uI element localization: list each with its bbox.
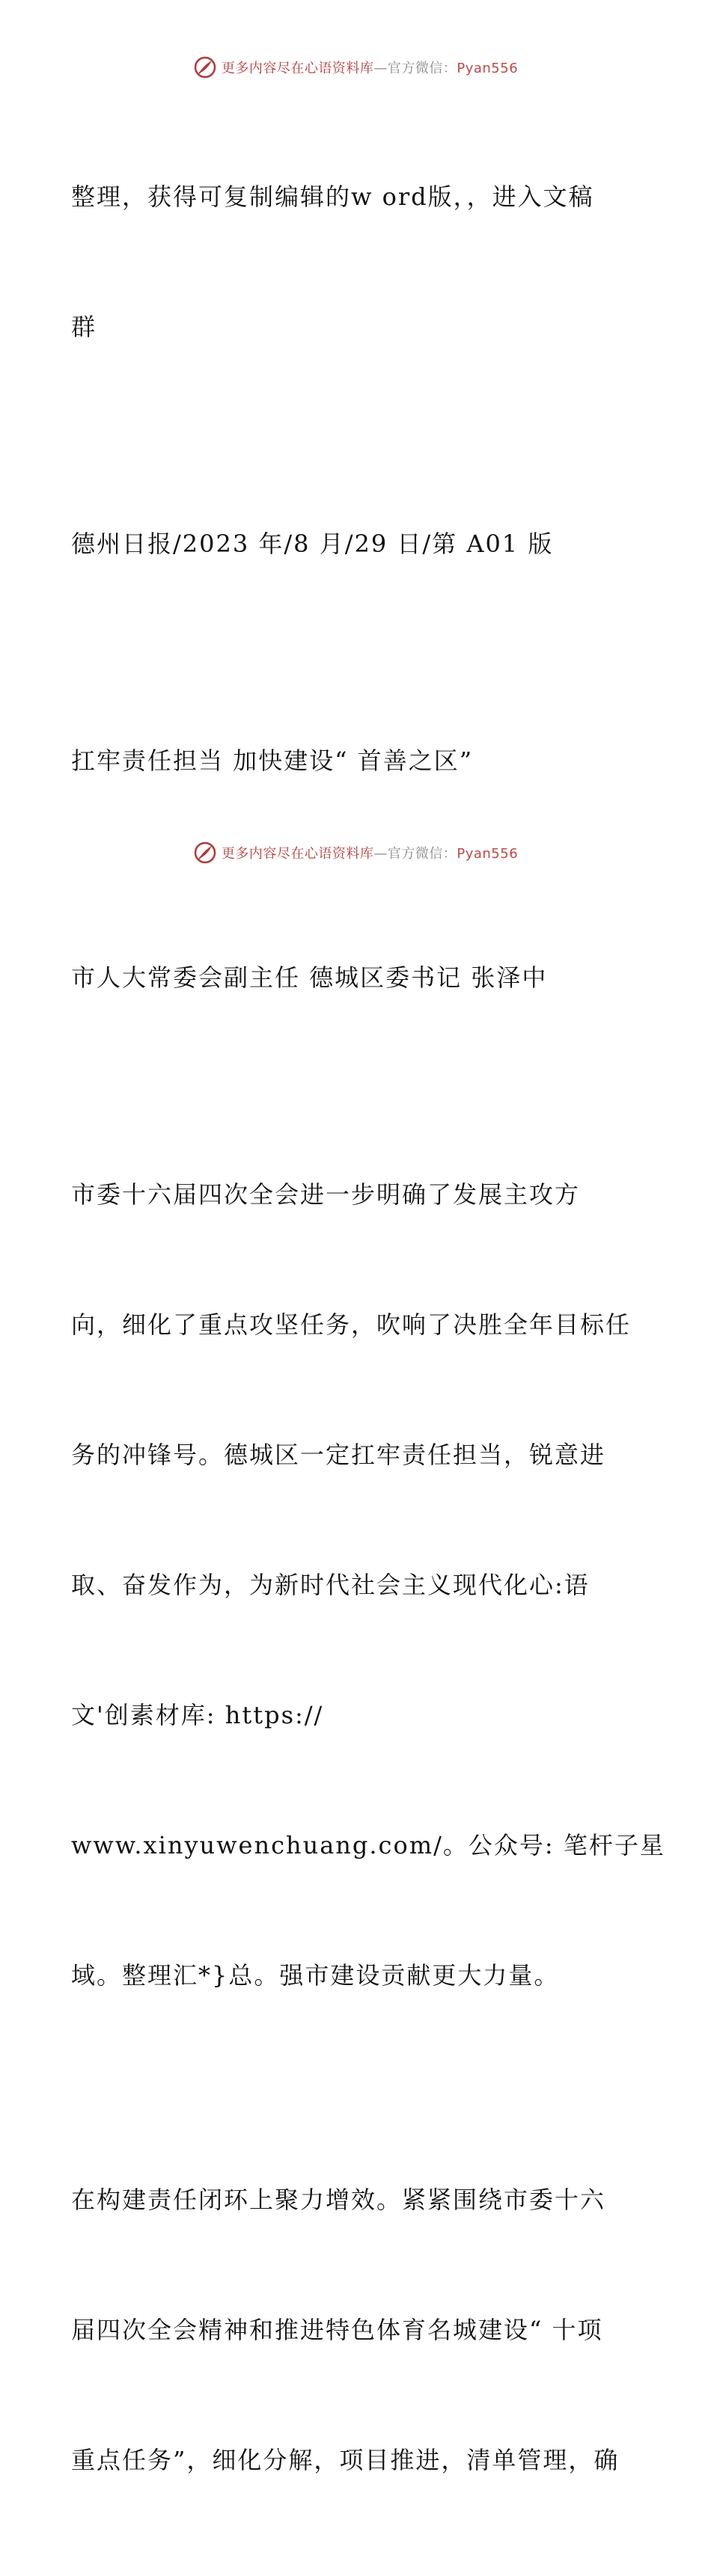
footer-watermark: [0, 839, 711, 866]
text-line: 在构建责任闭环上聚力增效。紧紧围绕市委十六: [71, 2186, 606, 2214]
header-watermark: [0, 54, 711, 81]
text-line: 取、奋发作为，为新时代社会主义现代化心:语: [71, 1571, 590, 1599]
text-line: 整理，获得可复制编辑的w ord版，，进入文稿: [71, 183, 594, 211]
watermark-separator: —: [373, 846, 388, 862]
watermark-main-text: 更多内容尽在心语资料库: [221, 846, 374, 862]
watermark-text: [222, 58, 518, 77]
article-title: [71, 652, 640, 869]
watermark-group: [193, 55, 518, 79]
watermark-wechat-id: Pyan556: [457, 61, 519, 76]
intro-paragraph: [71, 88, 640, 435]
text-line: 务的冲锋号。德城区一定扛牢责任担当，锐意进: [71, 1441, 606, 1469]
text-line: 群: [71, 313, 97, 341]
quill-logo-icon: [193, 841, 217, 865]
watermark-group: [193, 841, 518, 865]
watermark-wechat-id: Pyan556: [457, 846, 519, 862]
source-line: [71, 435, 640, 652]
text-line: 向，细化了重点攻坚任务，吹响了决胜全年目标任: [71, 1310, 632, 1339]
watermark-separator: —: [373, 61, 388, 76]
text-line: 届四次全会精神和推进特色体育名城建设“ 十项: [71, 2316, 603, 2344]
body-paragraph-2: [71, 2091, 640, 2569]
text-line: 扛牢责任担当 加快建设“ 首善之区”: [71, 746, 474, 775]
text-line: 重点任务”，细化分解，项目推进，清单管理，确: [71, 2446, 620, 2474]
text-line: 德州日报/2023 年/8 月/29 日/第 A01 版: [71, 530, 554, 558]
text-line: 域。整理汇*}总。强市建设贡献更大力量。: [71, 1961, 560, 1990]
watermark-text: [222, 843, 518, 862]
quill-logo-icon: [193, 55, 217, 79]
text-line: www.xinyuwenchuang.com/。公众号: 笔杆子星: [71, 1831, 665, 1859]
text-line: 市人大常委会副主任 德城区委书记 张泽中: [71, 963, 548, 992]
text-line: 文'创素材库: https://: [71, 1701, 324, 1729]
body-paragraph-1: [71, 1086, 665, 2084]
text-line: 市委十六届四次全会进一步明确了发展主攻方: [71, 1180, 581, 1209]
watermark-wechat-label: 官方微信：: [387, 61, 457, 76]
author-line: [71, 869, 640, 1086]
document-body: [71, 88, 665, 2576]
watermark-wechat-label: 官方微信：: [387, 846, 457, 862]
watermark-main-text: 更多内容尽在心语资料库: [221, 61, 374, 76]
